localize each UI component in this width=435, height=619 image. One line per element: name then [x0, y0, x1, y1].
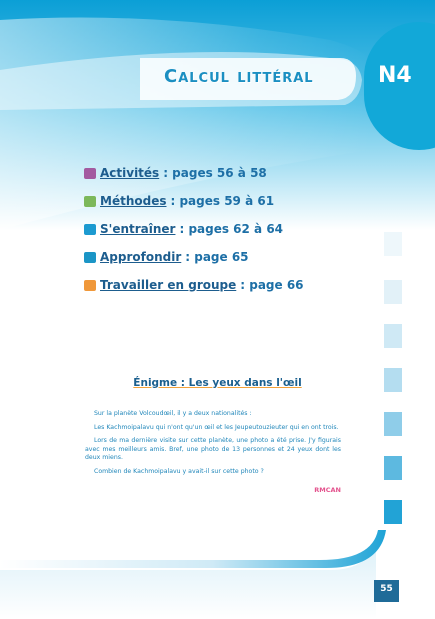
orange-square-icon — [84, 280, 96, 291]
enigma-title: Énigme : Les yeux dans l'œil — [133, 377, 302, 389]
toc-item-activites[interactable] — [84, 163, 267, 183]
decor-square — [384, 412, 402, 436]
decor-square — [384, 324, 402, 348]
enigma-text — [85, 410, 341, 482]
enigma-signature: RMCAN — [314, 486, 341, 494]
toc-item-travailler-en-groupe[interactable] — [84, 275, 304, 295]
toc-link[interactable]: Approfondir — [100, 250, 182, 264]
decor-square — [384, 280, 402, 304]
decor-square — [384, 232, 402, 256]
purple-square-icon — [84, 168, 96, 179]
page-title: Calcul littéral — [164, 66, 314, 87]
blue-square-icon — [84, 224, 96, 235]
toc-item-approfondir[interactable] — [84, 247, 249, 267]
page-number: 55 — [380, 584, 393, 594]
toc-link[interactable]: S'entraîner — [100, 222, 176, 236]
enigma-paragraph: Lors de ma dernière visite sur cette planète, une photo a été prise. J'y figurais avec mes meilleurs amis. Bref, une photo de 13 personnes et 24 yeux dont les deux miens. — [85, 437, 341, 462]
enigma-paragraph: Les Kachmoipalavu qui n'ont qu'un œil et les Jeupeutouzieuter qui en ont trois. — [94, 423, 339, 431]
footer-decoration — [0, 530, 435, 619]
toc-pages: : pages 62 à 64 — [179, 222, 284, 236]
green-square-icon — [84, 196, 96, 207]
enigma-paragraph: Combien de Kachmoipalavu y avait-il sur cette photo ? — [94, 467, 264, 475]
toc-link[interactable]: Méthodes — [100, 194, 167, 208]
enigma-paragraph: Sur la planète Volcoudœil, il y a deux nationalités : — [94, 410, 252, 417]
toc-link[interactable]: Activités — [100, 166, 160, 180]
decor-square — [384, 500, 402, 524]
toc-pages: : page 66 — [240, 278, 304, 292]
chapter-code: N4 — [378, 63, 412, 88]
toc-pages: : pages 59 à 61 — [170, 194, 275, 208]
toc-item-sentrainer[interactable] — [84, 219, 283, 239]
toc-pages: : page 65 — [185, 250, 249, 264]
teal-square-icon — [84, 252, 96, 263]
decor-square — [384, 456, 402, 480]
toc-link[interactable]: Travailler en groupe — [100, 278, 237, 292]
toc-pages: : pages 56 à 58 — [163, 166, 267, 180]
toc-item-methodes[interactable] — [84, 191, 274, 211]
